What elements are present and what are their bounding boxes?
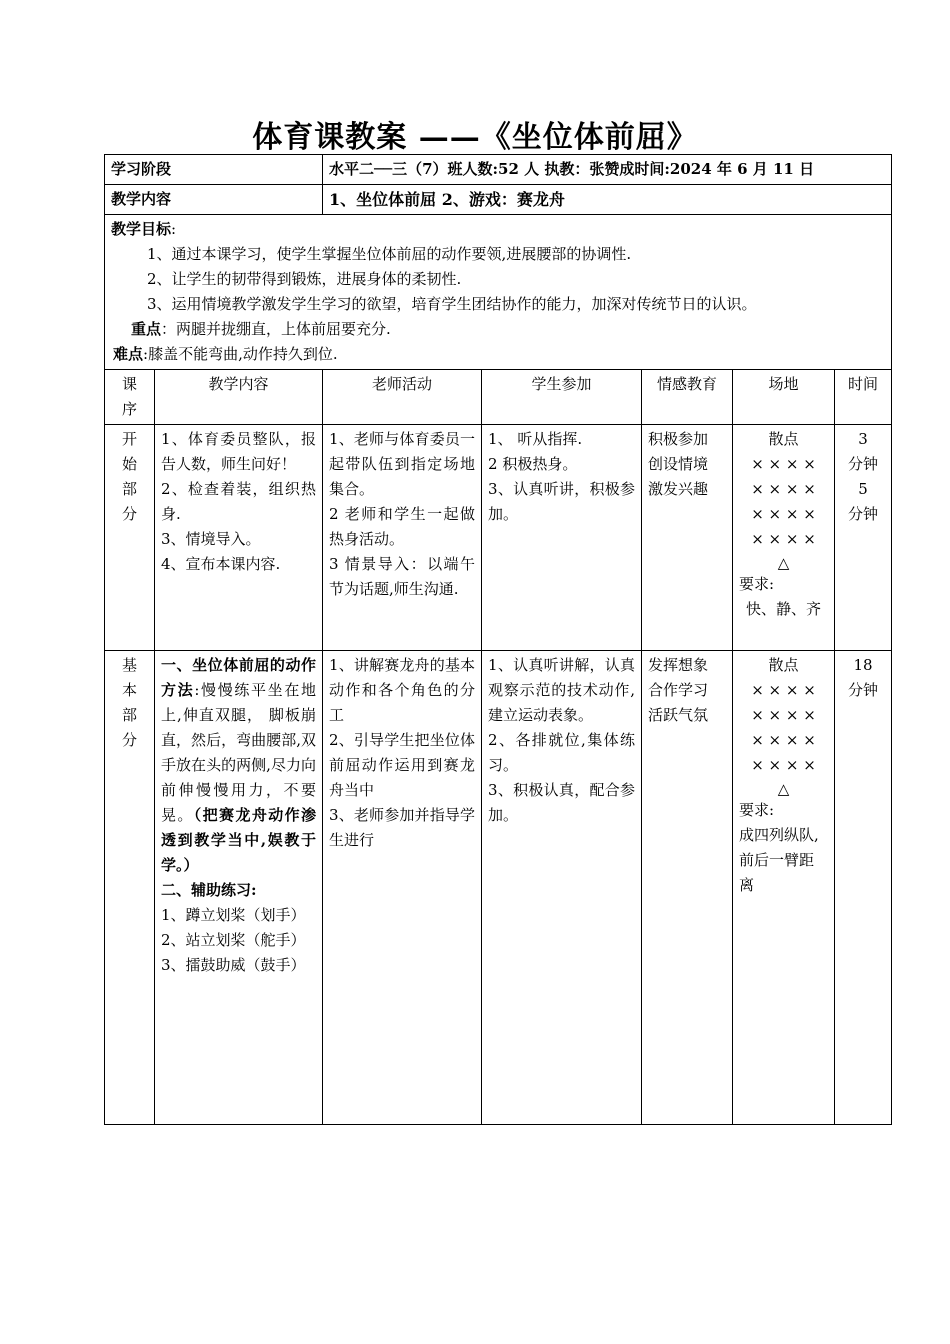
col-header-emotion: 情感教育 [642, 370, 733, 425]
requirement-label: 要求: [739, 575, 775, 593]
list-item: 2、引导学生把坐位体前屈动作运用到赛龙舟当中 [329, 731, 476, 799]
objective-item: 1、通过本课学习，使学生掌握坐位体前屈的动作要领,进展腰部的协调性. [147, 245, 632, 263]
time-unit: 分钟 [848, 681, 879, 699]
formation-row: × × × × [751, 706, 816, 724]
formation-row: × × × × [751, 455, 816, 473]
student-cell [482, 651, 642, 1125]
list-item: 1、 听从指挥. [488, 430, 583, 448]
teacher-cell [323, 651, 482, 1125]
col-header-time: 时间 [835, 370, 892, 425]
objectives-colon: : [171, 220, 177, 238]
list-item: 1、蹲立划桨（划手） [161, 906, 306, 924]
objectives-row [105, 215, 892, 370]
formation-row: × × × × [751, 756, 816, 774]
teacher-cell [323, 425, 482, 651]
student-cell [482, 425, 642, 651]
list-item: 2、站立划桨（舵手） [161, 931, 306, 949]
list-item: 合作学习 [648, 681, 709, 699]
list-item: 3 情景导入：以端午节为话题,师生沟通. [329, 555, 476, 598]
content-cell [155, 651, 323, 1125]
lesson-plan-table [104, 154, 892, 1125]
time-value: 3 [858, 430, 868, 448]
aux-heading: 二、辅助练习: [161, 881, 257, 899]
time-value: 18 [853, 656, 873, 674]
list-item: 1、认真听讲解，认真观察示范的技术动作,建立运动表象。 [488, 656, 636, 724]
phase-cell: 基本部分 [105, 651, 155, 1125]
list-item: 3、认真听讲，积极参加。 [488, 480, 636, 523]
time-cell [835, 425, 892, 651]
list-item: 1、讲解赛龙舟的基本动作和各个角色的分工 [329, 656, 476, 724]
info-row-stage [105, 155, 892, 185]
stage-value: 水平二──三（7）班人数:52 人 执教：张赞成时间:2024 年 6 月 11 日 [323, 155, 892, 185]
list-item: 积极参加 [648, 430, 709, 448]
list-item: 4、宣布本课内容. [161, 555, 281, 573]
content-paragraph [161, 653, 316, 878]
method-heading: 一、坐位体前屈的动作方法 [161, 656, 317, 699]
list-item: 发挥想象 [648, 656, 709, 674]
list-item: 2 积极热身。 [488, 455, 578, 473]
list-item: 2、检查着装，组织热身. [161, 480, 317, 523]
phase-cell: 开始部分 [105, 425, 155, 651]
table-row [105, 651, 892, 1125]
formation-row: × × × × [751, 731, 816, 749]
list-item: 1、老师与体育委员一起带队伍到指定场地集合。 [329, 430, 476, 498]
time-unit: 分钟 [848, 505, 879, 523]
col-header-student: 学生参加 [482, 370, 642, 425]
time-value: 5 [858, 480, 868, 498]
list-item: 2、各排就位,集体练习。 [488, 731, 636, 774]
list-item: 3、擂鼓助威（鼓手） [161, 956, 306, 974]
objectives-cell [105, 215, 892, 370]
list-item: 3、老师参加并指导学生进行 [329, 806, 476, 849]
list-item: 创设情境 [648, 455, 709, 473]
requirement-label: 要求: [739, 801, 775, 819]
method-note: （把赛龙舟动作渗透到教学当中,娱教于学。） [161, 806, 317, 874]
key-point-text: ：两腿并拢绷直，上体前屈要充分. [161, 320, 391, 338]
col-header-phase: 课序 [105, 370, 155, 425]
list-item: 2 老师和学生一起做热身活动。 [329, 505, 476, 548]
time-unit: 分钟 [848, 455, 879, 473]
field-cell [733, 651, 835, 1125]
formation-row: × × × × [751, 681, 816, 699]
key-point-label: 重点 [131, 320, 162, 338]
objective-item: 2、让学生的韧带得到锻炼，进展身体的柔韧性. [147, 270, 462, 288]
time-cell [835, 651, 892, 1125]
col-header-field: 场地 [733, 370, 835, 425]
table-row [105, 425, 892, 651]
stage-label: 学习阶段 [105, 155, 323, 185]
requirement-text: 快、静、齐 [746, 600, 822, 618]
list-item: 活跃气氛 [648, 706, 709, 724]
requirement-text: 成四列纵队,前后一臂距离 [739, 826, 819, 894]
content-cell [155, 425, 323, 651]
list-item: 3、积极认真，配合参加。 [488, 781, 636, 824]
col-header-content: 教学内容 [155, 370, 323, 425]
field-title: 散点 [768, 430, 799, 448]
teacher-triangle-icon: △ [777, 780, 790, 798]
formation-row: × × × × [751, 480, 816, 498]
content-value: 1、坐位体前屈 2、游戏：赛龙舟 [323, 185, 892, 215]
col-header-teacher: 老师活动 [323, 370, 482, 425]
column-header-row [105, 370, 892, 425]
emotion-cell [642, 651, 733, 1125]
list-item: 1、体育委员整队，报告人数，师生问好！ [161, 430, 317, 473]
objective-item: 3、运用情境教学激发学生学习的欲望，培育学生团结协作的能力，加深对传统节日的认识。 [147, 295, 757, 313]
field-cell [733, 425, 835, 651]
formation-row: × × × × [751, 530, 816, 548]
emotion-cell [642, 425, 733, 651]
field-title: 散点 [768, 656, 799, 674]
formation-row: × × × × [751, 505, 816, 523]
page-title: 体育课教案 ——《坐位体前屈》 [252, 120, 698, 155]
teacher-triangle-icon: △ [777, 554, 790, 572]
list-item: 3、情境导入。 [161, 530, 261, 548]
list-item: 激发兴趣 [648, 480, 709, 498]
objectives-label: 教学目标 [111, 220, 172, 238]
content-label: 教学内容 [105, 185, 323, 215]
method-text: :慢慢练平坐在地上,伸直双腿， 脚板崩直，然后，弯曲腰部,双手放在头的两侧,尽力向前伸慢慢用力，不要晃。 [161, 681, 317, 824]
difficulty-label: 难点 [113, 345, 144, 363]
difficulty-text: :膝盖不能弯曲,动作持久到位. [143, 345, 338, 363]
info-row-content [105, 185, 892, 215]
